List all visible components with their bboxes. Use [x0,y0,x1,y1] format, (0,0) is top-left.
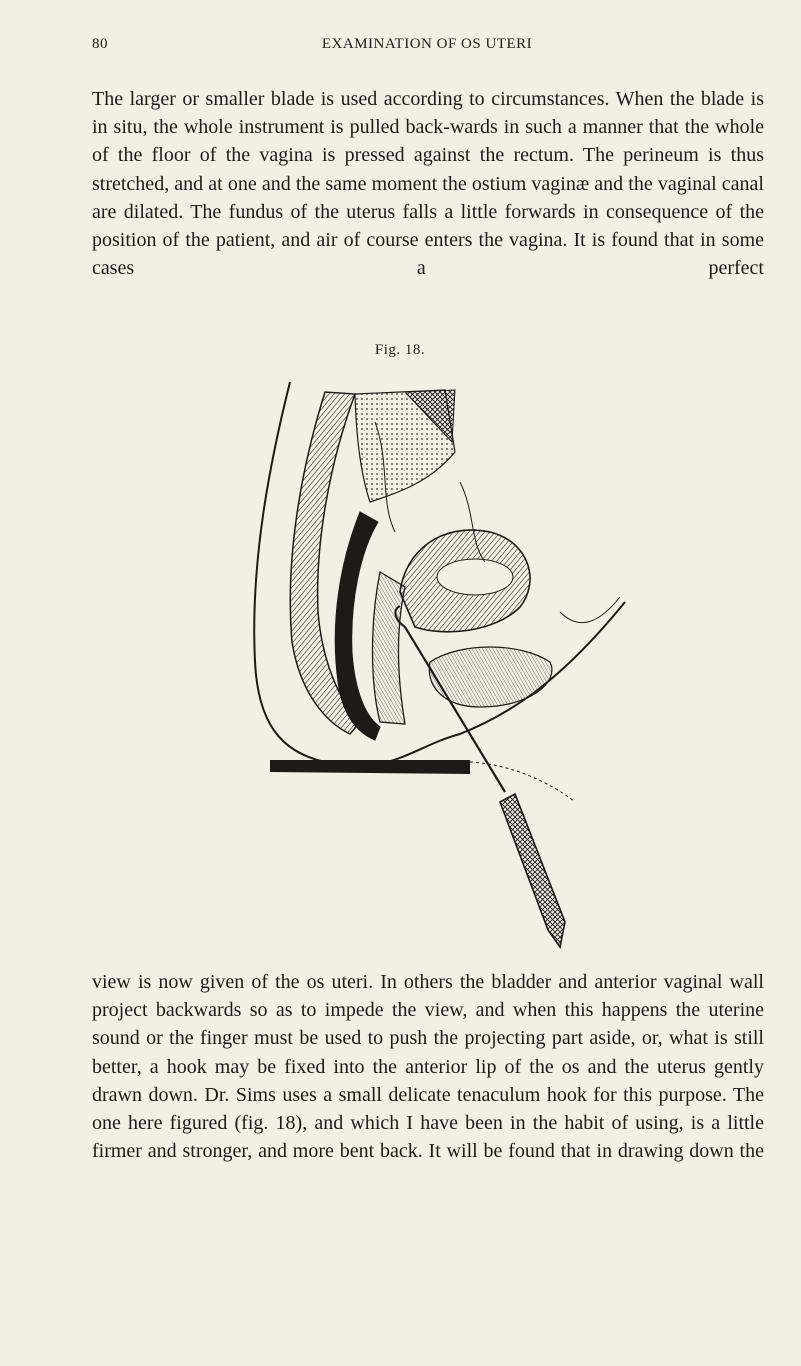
vaginal-canal [373,572,406,724]
running-title: EXAMINATION OF OS UTERI [321,36,533,52]
figure-caption: Fig. 18. [374,342,426,358]
paragraph-top: The larger or smaller blade is used according to circumstances. When the blade is in situ, the whole instrument is pulled back-wards in such a manner that the whole of the floor of the vagina is pressed against the rectum. The perineum is thus stretched, and at one and the same moment the ostium vaginæ and the vaginal canal are dilated. The fundus of the uterus falls a little forwards in consequence of the position of the patient, and air of course enters the vagina. It is found that in some cases a perfect [92,88,764,280]
paragraph-bottom: view is now given of the os uteri. In others the bladder and anterior vaginal wall project backwards so as to impede the view, and when this happens the uterine sound or the finger must be used to push the projecting part aside, or, what is still better, a hook may be fixed into the anterior lip of the os and the uterus gently drawn down. Dr. Sims uses a small delicate tenaculum hook for this purpose. The one here figured (fig. 18), and which I have been in the habit of using, is a little firmer and stronger, and more bent back. It will be found that in drawing down the [92,971,764,1163]
page-number: 80 [92,36,108,52]
perineum [270,760,470,774]
anatomical-illustration [230,362,630,952]
page-header [92,36,762,60]
uterine-cavity [437,559,513,595]
